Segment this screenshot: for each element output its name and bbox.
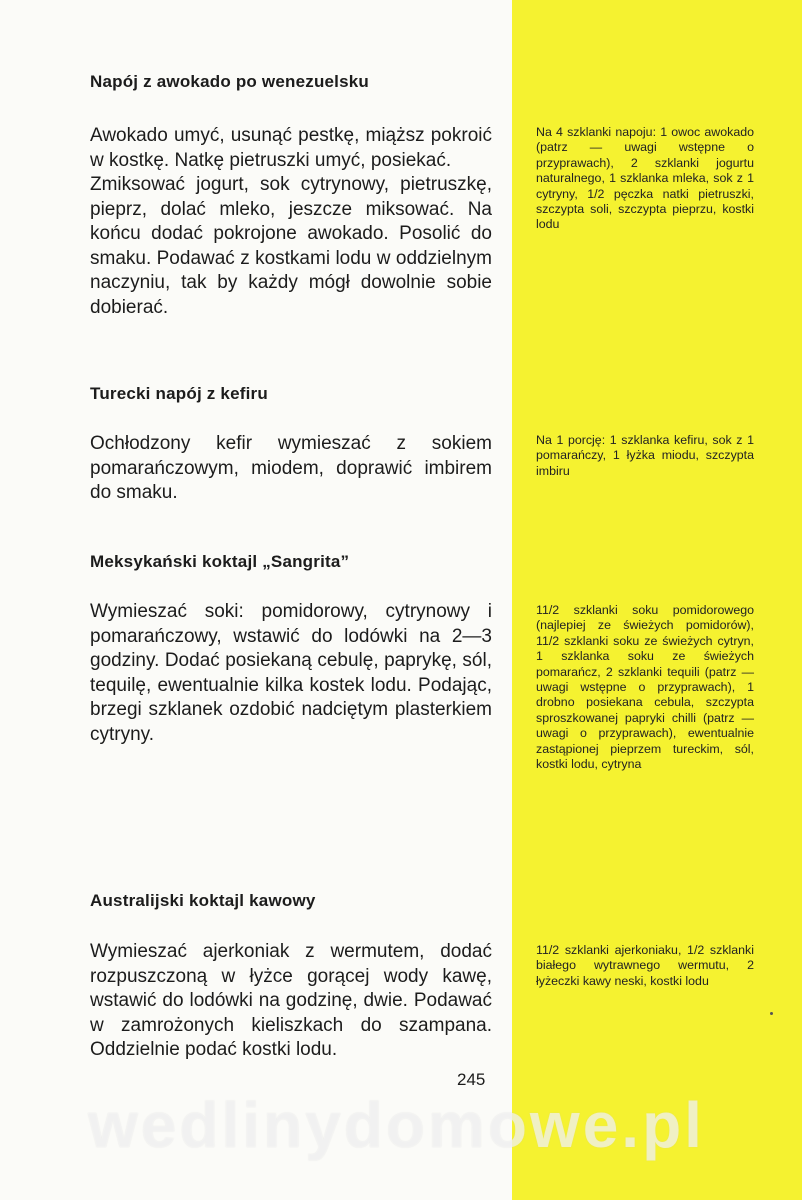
recipe-instructions (90, 432, 492, 506)
instruction-paragraph: Wymieszać soki: pomidorowy, cytrynowy i pomarańczowy, wstawić do lodówki na 2—3 godziny. Dodać posiekaną cebulę, paprykę, sól, tequilę, ewentualnie kilka kostek lodu. Podając, brzegi szklanek ozdobić nadciętym plasterkiem cytryny. (90, 601, 492, 745)
recipe-ingredients: 11/2 szklanki ajerkoniaku, 1/2 szklanki białego wytrawnego wermutu, 2 łyżeczki kawy neski, kostki lodu (536, 943, 754, 988)
recipe-title: Meksykański koktajl „Sangrita” (90, 552, 350, 571)
instruction-paragraph: Ochłodzony kefir wymieszać z sokiem pomarańczowym, miodem, doprawić imbirem do smaku. (90, 433, 492, 503)
recipe-instructions (90, 600, 492, 747)
recipe-ingredients: 11/2 szklanki soku pomidorowego (najlepiej ze świeżych pomidorów), 11/2 szklanki soku ze świeżych cytryn, 1 szklanka soku ze świeżych pomarańcz, 2 szklanki tequili (patrz — uwagi wstępne o przyprawach), 1 drobno posiekana cebula, szczypta sproszkowanej papryki chilli (patrz — uwagi o przyprawach), ewentualnie zastąpionej pieprzem tureckim, sól, kostki lodu, cytryna (536, 603, 754, 772)
recipe-title: Turecki napój z kefiru (90, 384, 268, 403)
recipe-ingredients: Na 1 porcję: 1 szklanka kefiru, sok z 1 pomarańczy, 1 łyżka miodu, szczypta imbiru (536, 433, 754, 478)
page-number: 245 (457, 1070, 486, 1089)
recipe-instructions (90, 940, 492, 1063)
instruction-paragraph: Awokado umyć, usunąć pestkę, miąższ pokroić w kostkę. Natkę pietruszki umyć, posiekać. (90, 125, 492, 171)
recipe-instructions (90, 124, 492, 320)
speck-mark (770, 1012, 773, 1015)
recipe-title: Napój z awokado po wenezuelsku (90, 72, 369, 91)
instruction-paragraph: Wymieszać ajerkoniak z wermutem, dodać rozpuszczoną w łyżce gorącej wody kawę, wstawić do lodówki na godzinę, dwie. Podawać w zamrożonych kieliszkach do szampana. Oddzielnie podać kostki lodu. (90, 941, 492, 1060)
instruction-paragraph: Zmiksować jogurt, sok cytrynowy, pietruszkę, pieprz, dolać mleko, jeszcze miksować. Na końcu dodać pokrojone awokado. Posolić do smaku. Podawać z kostkami lodu w oddzielnym naczyniu, tak by każdy mógł dowolnie sobie dobierać. (90, 174, 492, 318)
watermark: wedlinydomowe.pl (88, 1089, 705, 1161)
recipe-ingredients: Na 4 szklanki napoju: 1 owoc awokado (patrz — uwagi wstępne o przyprawach), 2 szklanki jogurtu naturalnego, 1 szklanka mleka, sok z 1 cytryny, 1/2 pęczka natki pietruszki, szczypta soli, szczypta pieprzu, kostki lodu (536, 125, 754, 232)
recipe-title: Australijski koktajl kawowy (90, 891, 316, 910)
